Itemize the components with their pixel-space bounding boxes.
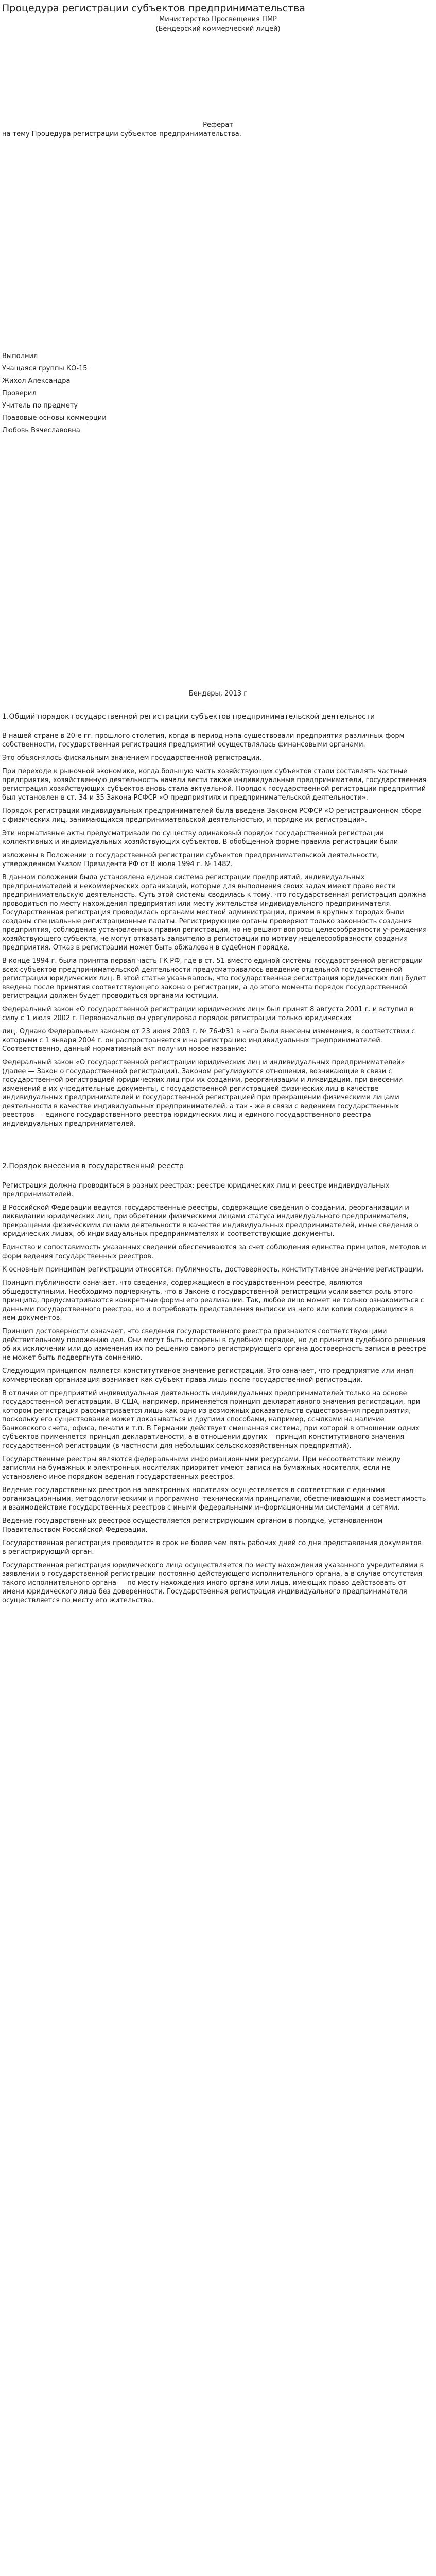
paragraph: Это объяснялось фискальным значением государственной регистрации. (2, 754, 262, 762)
paragraph: Государственная регистрация юридического лица осуществляется по месту нахождения указанного учредителями в заявлении о государственной регистрации постоянно действующего исполнительного органа, а в случае отсутствия такого исполнительного органа — по месту нахождения иного органа или лица, имеющих право действовать от имени юридического лица без доверенности. Государственная регистрация индивидуального предпринимателя осуществляется по месту его жительства. (2, 1562, 424, 1604)
paragraph: Ведение государственных реестров осуществляется регистрирующим органом в порядке, установленном Правительством Российской Федерации. (2, 1517, 383, 1534)
paragraph: Единство и сопоставимость указанных сведений обеспечиваются за счет соблюдения единства принципов, методов и форм ведения государственных реестров. (2, 1244, 426, 1260)
document-body (2, 712, 427, 1609)
paragraph: изложены в Положении о государственной регистрации субъектов предпринимательской деятельности, утвержденном Указом Президента РФ от 8 июля 1994 г. № 1482. (2, 852, 379, 868)
referat-topic: на тему Процедура регистрации субъектов предпринимательства. (2, 130, 241, 138)
signature-line: Проверил (2, 389, 37, 397)
paragraph: Принцип достоверности означает, что сведения государственного реестра признаются соответствующими действительному положению дел. Они могут быть оспорены в судебном порядке, но до принятия судебного решения об их исключении или до изменения их по решению самого регистрирующего органа достоверность записи в реестре не может быть подвергнута сомнению. (2, 1328, 426, 1362)
city-year: Бендеры, 2013 г (188, 690, 248, 698)
paragraph: В отличие от предприятий индивидуальная деятельность индивидуальных предпринимателей только на основе государственной регистрации. В США, например, применяется принцип декларативного значения регистрации, при котором регистрация рассматривается лишь как одно из возможных доказательств существования предприятия, поскольку его существование может доказываться и другими способами, например, ссылками на наличие банковского счета, офиса, печати и т.п. В Германии действует смешанная система, при которой в отношении одних субъектов применяется принцип декларативности, а в отношении других —принцип конститутивного значения государственной регистрации (в частности для небольших сельскохозяйственных предприятий). (2, 1389, 421, 1450)
signature-line: Жихол Александра (2, 377, 71, 385)
ministry-line: Министерство Просвещения ПМР (159, 15, 277, 23)
paragraph: К основным принципам регистрации относятся: публичность, достоверность, конститутивное значение регистрации. (2, 1266, 424, 1274)
paragraph: В данном положении была установлена единая система регистрации предприятий, индивидуальных предпринимателей и некоммерческих организаций, которые для выполнения своих задач имеют право вести предпринимательскую деятельность. Суть этой системы сводилась к тому, что государственная регистрация должна проводиться по месту нахождения предприятия или месту жительства индивидуального предпринимателя. Государственная регистрация проводилась органами местной администрации, причем в крупных городах были созданы специальные регистрационные палаты. Регистрирующие органы проверяют только законность создания предприятия, соблюдение установленных правил регистрации, но не решают вопросы целесообразности учреждения хозяйствующего субъекта, не могут отказать заявителю в регистрации по мотиву нецелесообразности создания предприятия. Отказ в регистрации может быть обжалован в судебном порядке. (2, 874, 427, 952)
signature-block (2, 350, 107, 437)
paragraph: Порядок регистрации индивидуальных предпринимателей была введена Законом РСФСР «О регистрационном сборе с физических лиц, занимающихся предпринимательской деятельностью, и порядке их регистрации». (2, 807, 422, 824)
paragraph: В конце 1994 г. была принята первая часть ГК РФ, где в ст. 51 вместо единой системы государственной регистрации всех субъектов предпринимательской деятельности предусматривалось введение отдельной государственной регистрации юридических лиц. В этой статье указывалось, что государственная регистрация юридических лиц будет введена после принятия соответствующего закона о регистрации, а до этого момента порядок государственной регистрации должен будет проводиться органами юстиции. (2, 957, 426, 1000)
document-title: Процедура регистрации субъектов предпринимательства (2, 3, 305, 14)
section-heading: 1.Общий порядок государственной регистрации субъектов предпринимательской деятельности (2, 713, 375, 721)
signature-line: Учитель по предмету (2, 402, 78, 410)
paragraph: При переходе к рыночной экономике, когда большую часть хозяйствующих субъектов стали составлять частные предприятия, хозяйственную деятельность начали вести также индивидуальные предприниматели, государственная регистрация хозяйствующих субъектов вновь стала актуальной. Порядок государственной регистрации предприятий был установлен в ст. 34 и 35 Закона РСФСР «О предприятиях и предпринимательской деятельности». (2, 768, 427, 802)
paragraph: В Российской Федерации ведутся государственные реестры, содержащие сведения о создании, реорганизации и ликвидации юридических лиц, при обретении физическими лицами статуса индивидуального предпринимателя, прекращении физическими лицами деятельности в качестве индивидуальных предпринимателей, иные сведения о юридических лицах, об индивидуальных предпринимателях и соответствующие документы. (2, 1204, 418, 1238)
referat-label: Реферат (203, 121, 233, 129)
paragraph: Ведение государственных реестров на электронных носителях осуществляется в соответствии с едиными организационными, методологическими и программно -техническими принципами, обеспечивающими совместимость и взаимодействие государственных реестров с иными федеральными информационными системами и сетями. (2, 1486, 426, 1512)
paragraph: Федеральный закон «О государственной регистрации юридических лиц» был принят 8 августа 2001 г. и вступил в силу с 1 июля 2002 г. Первоначально он урегулировал порядок регистрации только юридических (2, 1006, 414, 1022)
paragraph: В нашей стране в 20-е гг. прошлого столетия, когда в период нэпа существовали предприятия различных форм собственности, государственная регистрация предприятий осуществлялась финансовыми органами. (2, 732, 405, 749)
paragraph: Государственная регистрация проводится в срок не более чем пять рабочих дней со дня представления документов в регистрирующий орган. (2, 1539, 422, 1556)
section-heading: 2.Порядок внесения в государственный реестр (2, 1162, 184, 1171)
paragraph: Следующим принципом является конститутивное значение регистрации. Это означает, что предприятие или иная коммерческая организация возникает как субъект права лишь после государственной регистрации. (2, 1367, 413, 1384)
signature-line: Правовые основы коммерции (2, 414, 107, 422)
signature-line: Учащаяся группы КО-15 (2, 365, 88, 372)
paragraph: Принцип публичности означает, что сведения, содержащиеся в государственном реестре, являются общедоступными. Необходимо подчеркнуть, что в Законе о государственной регистрации усиливается роль этого принципа, предусматриваются конкретные формы его реализации. Так, любое лицо может не только ознакомиться с данными государственного реестра, но и потребовать представления выписки из него или копии содержащихся в нем документов. (2, 1279, 424, 1322)
signature-line: Выполнил (2, 352, 38, 360)
paragraph: Эти нормативные акты предусматривали по существу одинаковый порядок государственной регистрации коллективных и индивидуальных хозяйствующих субъектов. В обобщенной форме правила регистрации были (2, 829, 398, 846)
paragraph: Федеральный закон «О государственной регистрации юридических лиц и индивидуальных предпринимателей» (далее — Закон о государственной регистрации). Законом регулируются отношения, возникающие в связи с государственной регистрацией юридических лиц при их создании, реорганизации и ликвидации, при внесении изменений в их учредительные документы, с государственной регистрацией физических лиц в качестве индивидуальных предпринимателей и государственной регистрацией при прекращении физическими лицами деятельности в качестве индивидуальных предпринимателей, а так - же в связи с ведением государственных реестров — единого государственного реестра юридических лиц и единого государственного реестра индивидуальных предпринимателей. (2, 1059, 405, 1128)
paragraph: лиц. Однако Федеральным законом от 23 июня 2003 г. № 76-ФЗ1 в него были внесены изменения, в соответствии с которыми с 1 января 2004 г. он распространяется и на регистрацию индивидуальных предпринимателей. Соответственно, данный нормативный акт получил новое название: (2, 1028, 415, 1053)
signature-line: Любовь Вячеславовна (2, 427, 80, 434)
paragraph: Государственные реестры являются федеральными информационными ресурсами. При несоответствии между записями на бумажных и электронных носителях приоритет имеют записи на бумажных носителях, если не установлено иное порядком ведения государственных реестров. (2, 1455, 401, 1481)
paragraph: Регистрация должна проводиться в разных реестрах: реестре юридических лиц и реестре индивидуальных предпринимателей. (2, 1182, 390, 1198)
college-line: (Бендерский коммерческий лицей) (155, 25, 281, 33)
